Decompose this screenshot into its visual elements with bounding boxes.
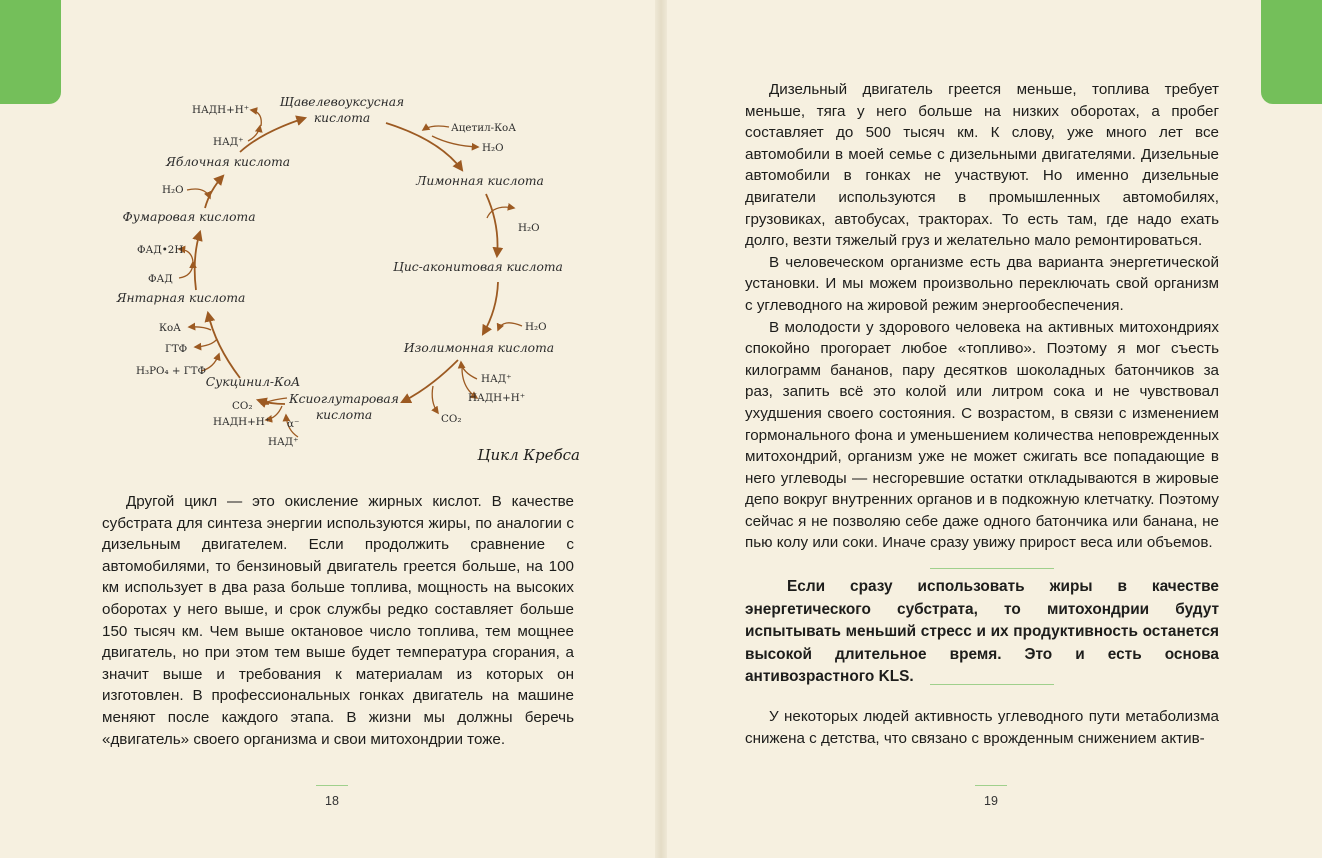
label-fad: ФАД <box>148 273 173 285</box>
side-arrow-nadh-3 <box>251 110 261 126</box>
label-h2o-1: H₂O <box>482 142 504 154</box>
right-body-text <box>745 79 1219 554</box>
figure-caption: Цикл Кребса <box>477 446 580 464</box>
paragraph: В молодости у здорового человека на активных митохондриях спокойно прогорает любое «топливо». Поэтому я мог съесть килограмм бананов, пару десятков шоколадных батончиков за раз, запить всё это колой или литром сока и не чувствовал ухудшения своего состояния. С возрастом, в связи с изменением гормонального фона и уменьшением количества неповрежденных митохондрий, организм уже не может сжигать все попадающие в него углеводы — несгоревшие остатки откладываются в жировые депо вокруг внутренних органов и в подкожную клетчатку. Поэтому сейчас я не позволяю себе даже одного батончика или банана, не пью колу или соки. Иначе сразу увижу прирост веса или объемов. <box>745 318 1219 552</box>
label-coa: КоА <box>159 322 181 334</box>
node-cis-aconitate: Цис-аконитовая кислота <box>393 260 563 274</box>
node-fumarate: Фумаровая кислота <box>122 210 256 224</box>
page-number-rule-left <box>316 785 348 786</box>
side-arrow-acetylcoa <box>423 126 449 130</box>
paragraph: В человеческом организме есть два варианта энергетической установки. И мы можем произвольно переключать свой организм с углеводного на жировой режим энергообеспечения. <box>745 253 1219 314</box>
node-oxaloacetate: Щавелевоуксусная <box>279 95 405 109</box>
label-nadh-3: НАДН+Н⁺ <box>192 104 250 116</box>
node-ketoglutarate: Ксиоглутаровая <box>289 392 399 406</box>
label-co2-1: CO₂ <box>441 413 462 425</box>
side-arrow-h2o-3 <box>498 323 522 330</box>
node-isocitrate: Изолимонная кислота <box>403 341 555 355</box>
side-arrow-fad <box>179 262 193 278</box>
cycle-arrow-succinate-fumarate <box>195 232 200 290</box>
node-oxaloacetate-2: кислота <box>313 111 371 125</box>
paragraph: Дизельный двигатель греется меньше, топлива требует меньше, тяга у него больше на низких оборотах, а пробег составляет до 500 тысяч км. К слову, уже много лет все автомобили в моей семье с дизельными двигателями. Дизельные автомобили в гонках не участвуют. Но именно дизельные двигатели используются в промышленных автомобилях, грузовиках, автобусах, тракторах. То есть там, где надо ехать долго, везти тяжелый груз и желательно мало ремонтироваться. <box>745 81 1219 250</box>
label-alpha: α⁻ <box>287 418 300 430</box>
paragraph: У некоторых людей активность углеводного пути метаболизма снижена с детства, что связано с врожденным снижением актив- <box>745 708 1219 747</box>
label-h2o-2: H₂O <box>518 222 540 234</box>
node-citrate: Лимонная кислота <box>416 174 544 188</box>
page-number-right: 19 <box>984 794 998 808</box>
label-nad-3: НАД⁺ <box>213 136 244 148</box>
label-nadh-1: НАДН+Н⁺ <box>468 392 526 404</box>
node-malate: Яблочная кислота <box>165 155 291 169</box>
cycle-arrow-isocitrate-ketoglutarate <box>402 360 458 402</box>
left-body-text <box>102 491 574 750</box>
side-arrow-h2o-4 <box>187 189 210 198</box>
callout-box <box>745 576 1219 689</box>
side-arrow-h2o-1 <box>432 136 478 147</box>
chapter-tab-right <box>1261 0 1322 104</box>
page-number-rule-right <box>975 785 1007 786</box>
node-ketoglutarate-2: кислота <box>315 408 373 422</box>
label-acetyl-coa: Ацетил-КоА <box>451 122 517 134</box>
cycle-arrow-cisaconitate-isocitrate <box>483 282 498 334</box>
label-co2-2: CO₂ <box>232 400 253 412</box>
paragraph: Другой цикл — это окисление жирных кислот. В качестве субстрата для синтеза энергии используются жиры, по аналогии с дизельным двигателем. Если продолжить сравнение с автомобилями, то бензиновый двигатель греется больше, на 100 км использует в два раза больше топлива, мощность на высоких оборотах у него выше, и срок службы редко составляет больше 150 тысяч км. Чем выше октановое число топлива, тем мощнее двигатель, но при этом тем выше будет температура сгорания, а значит выше и требования к материалам из которых он изготовлен. В профессиональных гонках двигатель на машине меняют после каждого этапа. В жизни мы должны беречь «двигатель» своего организма и свои митохондрии тоже. <box>102 493 574 748</box>
label-fad2h: ФАД•2Н <box>137 244 184 256</box>
cycle-arrow-malate-oxaloacetate <box>240 118 305 152</box>
label-h3po4-gtf: H₃PO₄ + ГТФ <box>136 365 207 377</box>
label-h2o-4: H₂O <box>162 184 184 196</box>
label-nad-2: НАД⁺ <box>268 436 299 448</box>
callout-rule-top <box>930 568 1054 569</box>
label-h2o-3: H₂O <box>525 321 547 333</box>
side-arrow-gtf <box>195 339 217 347</box>
node-succinate: Янтарная кислота <box>116 291 246 305</box>
cycle-arrow-citrate-cisaconitate <box>486 194 498 256</box>
label-gtf: ГТФ <box>165 343 188 355</box>
cycle-arrow-succinylcoa-succinate <box>208 313 240 378</box>
right-closing-text <box>745 706 1219 749</box>
cycle-arrow-fumarate-malate <box>205 176 223 208</box>
callout-rule-bottom <box>930 684 1054 685</box>
page-number-left: 18 <box>325 794 339 808</box>
label-nad-1: НАД⁺ <box>481 373 512 385</box>
side-arrow-coa <box>189 327 211 330</box>
callout-text: Если сразу использовать жиры в качестве энергетического субстрата, то митохондрии будут испытывать меньший стресс и их продуктивность останется высокой длительное время. Это и есть основа антивозрастного KLS. <box>745 578 1219 685</box>
krebs-cycle-diagram <box>0 0 660 470</box>
node-succinyl-coa: Сукцинил-КоА <box>205 375 301 389</box>
side-arrow-co2-1 <box>432 386 438 413</box>
label-nadh-2: НАДН+Н⁺ <box>213 416 271 428</box>
